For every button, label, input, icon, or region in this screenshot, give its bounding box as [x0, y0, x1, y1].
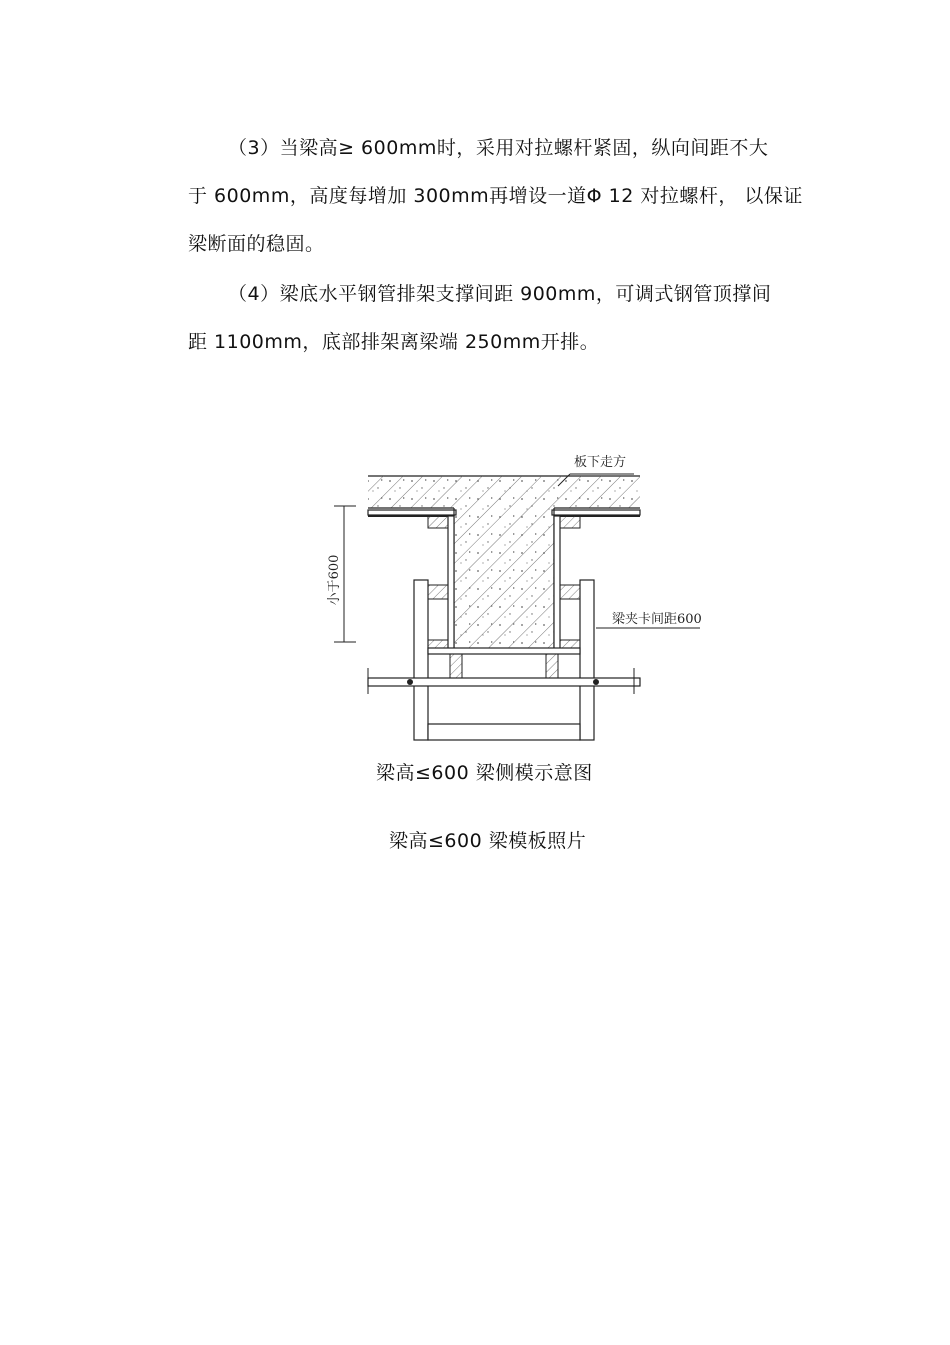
- photo-caption: 梁高≤600 梁模板照片: [389, 830, 587, 852]
- paragraph-4-line-1: （4）梁底水平钢管排架支撑间距 900mm，可调式钢管顶撑间: [228, 283, 772, 305]
- paragraph-4: [188, 270, 808, 366]
- bottom-ledger: [428, 724, 580, 740]
- diagram-caption: 梁高≤600 梁侧模示意图: [376, 762, 593, 784]
- paragraph-3: [188, 124, 808, 268]
- beam-bottom-form: [428, 648, 580, 678]
- concrete-slab: [368, 476, 640, 508]
- concrete-beam: [454, 508, 554, 650]
- clamp-spacing-leader: [596, 611, 702, 628]
- horizontal-steel-pipe: [368, 668, 640, 694]
- slab-joist-label: 板下走方: [574, 455, 627, 470]
- paragraph-3-line-3: 梁断面的稳固。: [188, 233, 325, 255]
- height-label: 小于600: [327, 554, 342, 606]
- paragraph-3-line-1: （3）当梁高≥ 600mm时，采用对拉螺杆紧固，纵向间距不大: [228, 137, 769, 159]
- clamp-spacing-label: 梁夹卡间距600: [612, 612, 702, 627]
- paragraph-4-line-2: 距 1100mm，底部排架离梁端 250mm开排。: [188, 331, 600, 353]
- height-dimension: [327, 506, 356, 642]
- paragraph-3-line-2: 于 600mm，高度每增加 300mm再增设一道Φ 12 对拉螺杆， 以保证: [188, 185, 803, 207]
- beam-side-form-diagram: [320, 440, 702, 750]
